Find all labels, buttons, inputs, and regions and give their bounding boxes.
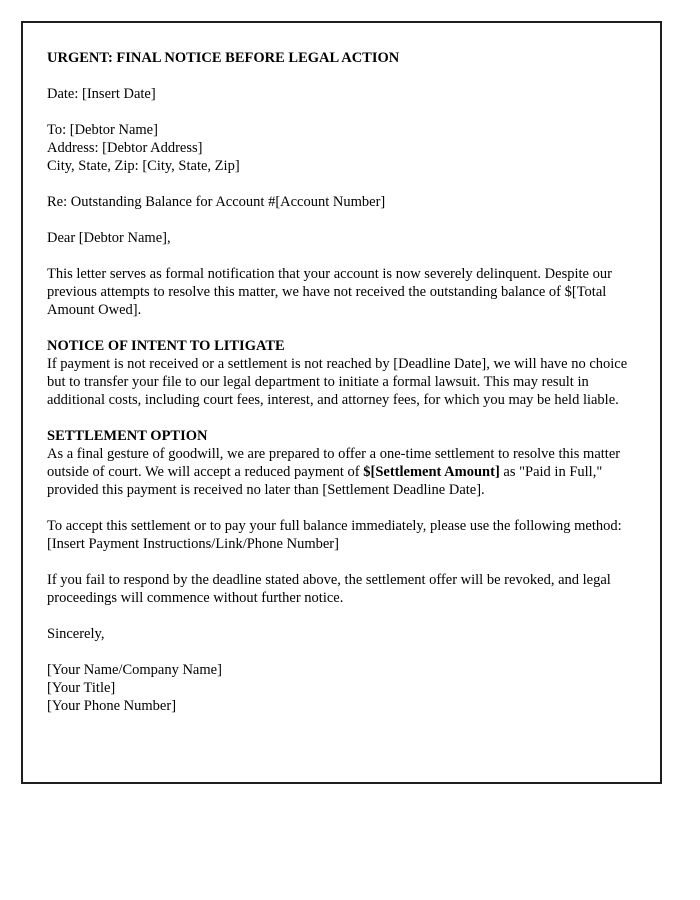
- litigation-heading: NOTICE OF INTENT TO LITIGATE: [47, 338, 285, 354]
- litigation-section: [47, 337, 636, 409]
- litigation-body: If payment is not received or a settlement is not reached by [Deadline Date], we will have no choice but to transfer your file to our legal department to initiate a formal lawsuit. This may result in additional costs, including court fees, interest, and attorney fees, for which you may be held liable.: [47, 356, 628, 408]
- recipient-block: [47, 121, 636, 175]
- salutation: Dear [Debtor Name],: [47, 230, 171, 246]
- settlement-section: [47, 427, 636, 499]
- payment-intro-text: To accept this settlement or to pay your full balance immediately, please use the following method:: [47, 518, 622, 534]
- letter-document: [21, 21, 662, 784]
- recipient-address-line: Address: [Debtor Address]: [47, 140, 203, 156]
- payment-method-placeholder: [Insert Payment Instructions/Link/Phone Number]: [47, 536, 339, 552]
- revocation-paragraph: If you fail to respond by the deadline stated above, the settlement offer will be revoked, and legal proceedings will commence without further notice.: [47, 572, 611, 606]
- settlement-amount-placeholder: $[Settlement Amount]: [363, 464, 500, 480]
- payment-method-block: [47, 517, 636, 553]
- date-line: Date: [Insert Date]: [47, 86, 156, 102]
- letter-title: URGENT: FINAL NOTICE BEFORE LEGAL ACTION: [47, 50, 400, 66]
- re-line: Re: Outstanding Balance for Account #[Account Number]: [47, 194, 386, 210]
- closing: Sincerely,: [47, 626, 105, 642]
- recipient-city-state-zip-line: City, State, Zip: [City, State, Zip]: [47, 158, 240, 174]
- signature-block: [47, 661, 636, 715]
- recipient-to-line: To: [Debtor Name]: [47, 122, 158, 138]
- settlement-body-after-amount: as "Paid in Full," provided this payment is received no later than [Settlement Deadline Date].: [47, 464, 603, 498]
- settlement-body-before-amount: As a final gesture of goodwill, we are prepared to offer a one-time settlement to resolve this matter outside of court. We will accept a reduced payment of: [47, 446, 621, 480]
- settlement-heading: SETTLEMENT OPTION: [47, 428, 208, 444]
- settlement-body: [47, 446, 620, 498]
- signature-name-line: [Your Name/Company Name]: [47, 662, 222, 678]
- signature-title-line: [Your Title]: [47, 680, 116, 696]
- intro-paragraph: This letter serves as formal notification that your account is now severely delinquent. Despite our previous attempts to resolve this matter, we have not received the outstanding balance of $[Total Amount Owed].: [47, 266, 612, 318]
- signature-phone-line: [Your Phone Number]: [47, 698, 177, 714]
